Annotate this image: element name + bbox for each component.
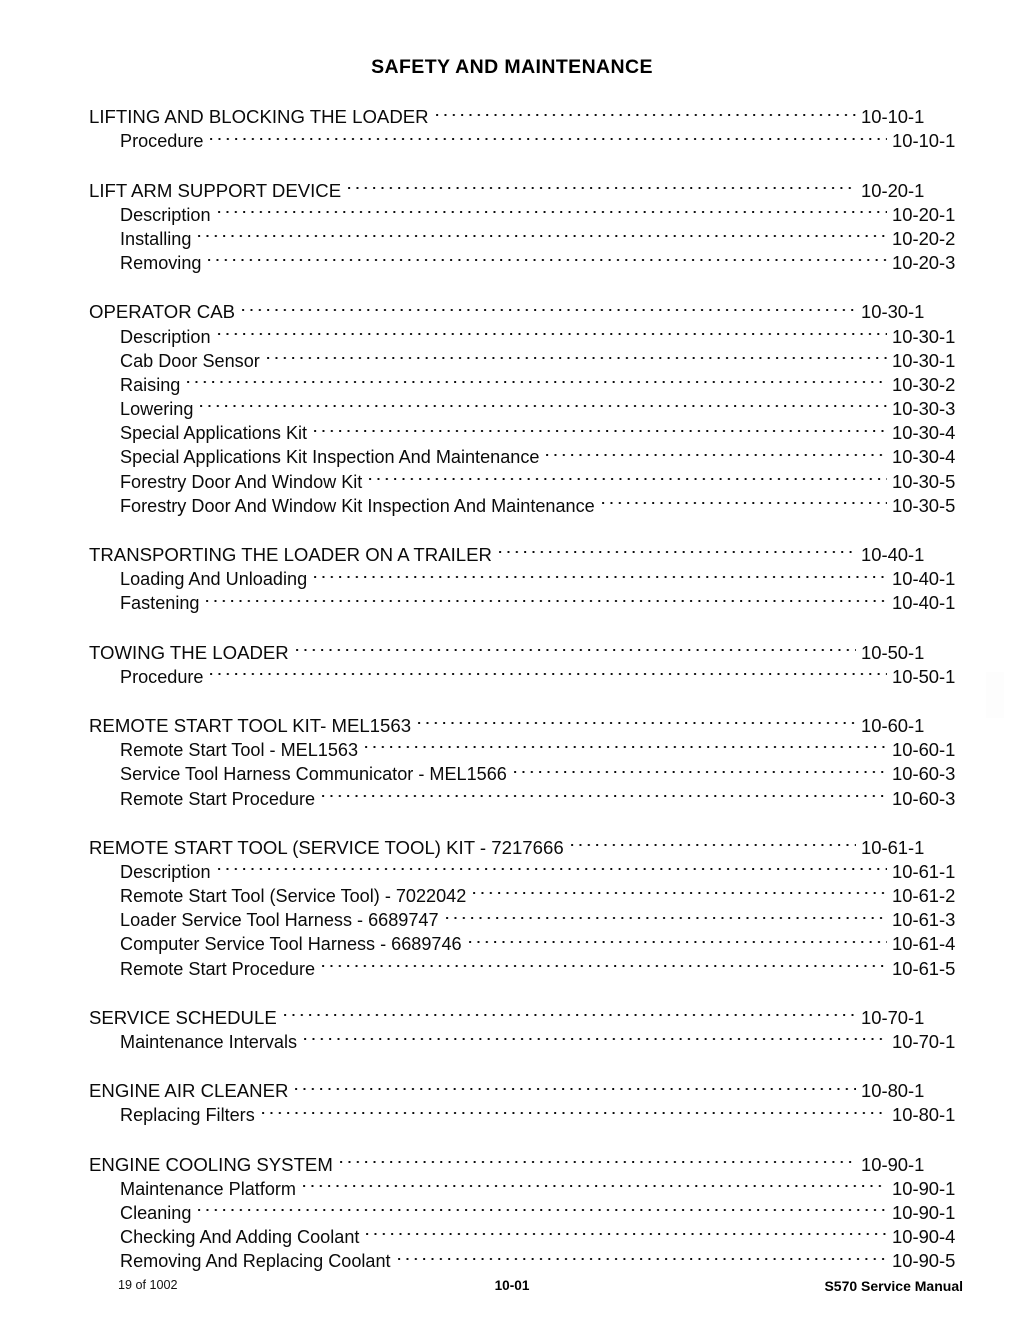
toc-entry-label: Replacing Filters [120,1105,255,1126]
toc-entry-row[interactable] [89,245,968,274]
toc-page-number: 10-90-1 [892,1201,956,1223]
toc-page-number: 10-80-1 [892,1104,956,1126]
dot-leader [348,172,856,196]
dot-leader [436,99,856,123]
toc-heading-row[interactable] [89,1146,937,1175]
dot-leader [473,878,887,902]
toc-heading-row[interactable] [89,708,937,736]
toc-section [89,294,956,516]
toc-page-number: 10-61-3 [892,909,956,931]
dot-leader [262,1097,887,1121]
toc-section [89,830,956,979]
toc-page-number: 10-20-2 [892,227,956,249]
toc-entry-label: Remote Start Tool - MEL1563 [120,740,359,761]
toc-page-number: 10-30-1 [892,349,956,371]
toc-heading-row[interactable] [89,1000,937,1028]
dot-leader [322,950,887,974]
dot-leader [187,367,887,391]
dot-leader [365,732,887,756]
toc-page-number: 10-30-4 [892,446,956,468]
dot-leader [198,221,887,245]
dot-leader [571,830,856,854]
toc-section [89,537,956,614]
toc-entry-label: Description [120,861,211,882]
dot-leader [198,1195,887,1219]
dot-leader [218,854,887,878]
toc-heading-row[interactable] [89,830,937,858]
toc-heading-label: SERVICE SCHEDULE [89,1006,277,1028]
toc-heading-row[interactable] [89,172,937,201]
footer-page-counter: 19 of 1002 [118,1278,178,1292]
toc-heading-label: ENGINE COOLING SYSTEM [89,1153,333,1175]
dot-leader [514,756,887,780]
toc-entry-row[interactable] [89,367,968,395]
toc-heading-row[interactable] [89,634,937,663]
toc-heading-label: LIFT ARM SUPPORT DEVICE [89,179,342,201]
dot-leader [210,123,887,147]
toc-section [89,1146,956,1272]
dot-leader [499,537,856,561]
toc-heading-row[interactable] [89,294,937,323]
toc-entry-label: Procedure [120,666,204,687]
toc-entry-label: Maintenance Platform [120,1178,296,1199]
toc-page-number: 10-90-1 [861,1153,925,1175]
toc-page-number: 10-60-3 [892,763,956,785]
dot-leader [322,780,887,804]
toc-section [89,99,956,152]
scan-artifact [986,672,1004,718]
toc-heading-label: ENGINE AIR CLEANER [89,1080,289,1102]
toc-section [89,634,956,687]
toc-heading-label: REMOTE START TOOL (SERVICE TOOL) KIT - 7217666 [89,836,564,858]
toc-entry-row[interactable] [89,415,968,444]
dot-leader [200,391,887,415]
toc-entry-label: Installing [120,228,192,249]
toc-heading-label: OPERATOR CAB [89,301,236,323]
toc-entry-row[interactable] [89,123,968,152]
dot-leader [314,415,887,439]
toc-entry-label: Loader Service Tool Harness - 6689747 [120,910,439,931]
toc-entry-label: Forestry Door And Window Kit Inspection And Maintenance [120,495,595,516]
toc-entry-label: Removing And Replacing Coolant [120,1251,391,1272]
toc-page-number: 10-60-1 [861,714,925,736]
toc-page-number: 10-30-4 [892,422,956,444]
toc-page-number: 10-61-5 [892,957,956,979]
dot-leader [295,1073,856,1097]
toc-entry-row[interactable] [89,1219,968,1248]
toc-page-number: 10-90-5 [892,1250,956,1272]
toc-page-number: 10-40-1 [861,544,925,565]
toc-page-number: 10-30-1 [892,325,956,347]
dot-leader [314,561,887,585]
toc-page-number: 10-70-1 [892,1031,956,1052]
page-title: SAFETY AND MAINTENANCE [371,56,653,78]
dot-leader [267,343,887,367]
toc-page-number: 10-30-1 [861,301,925,323]
toc-entry-row[interactable] [89,221,968,249]
toc-entry-label: Lowering [120,399,194,420]
toc-heading-label: LIFTING AND BLOCKING THE LOADER [89,106,429,128]
toc-entry-label: Remote Start Procedure [120,788,316,809]
toc-entry-label: Maintenance Intervals [120,1032,298,1052]
toc-page-number: 10-10-1 [861,106,925,128]
toc-page-number: 10-61-1 [861,836,925,858]
dot-leader [242,294,856,318]
toc-page-number: 10-30-3 [892,398,956,420]
toc-page-number: 10-20-1 [892,203,956,225]
toc-entry-row[interactable] [89,391,968,420]
table-of-contents [89,99,956,1272]
toc-page-number: 10-20-3 [892,252,956,274]
toc-entry-label: Computer Service Tool Harness - 6689746 [120,934,462,955]
dot-leader [304,1024,887,1048]
toc-entry-label: Cab Door Sensor [120,350,260,371]
dot-leader [469,926,887,950]
toc-page-number: 10-60-3 [892,787,956,809]
toc-section [89,1000,956,1052]
toc-entry-label: Raising [120,374,181,395]
toc-section [89,1073,956,1126]
toc-page-number: 10-90-4 [892,1226,956,1248]
footer-manual-name: S570 Service Manual [824,1278,963,1294]
toc-entry-label: Fastening [120,593,200,614]
toc-heading-row[interactable] [89,99,937,128]
toc-entry-label: Special Applications Kit [120,423,308,444]
dot-leader [284,1000,856,1024]
toc-entry-row[interactable] [89,318,968,347]
toc-page-number: 10-61-4 [892,933,956,955]
dot-leader [218,197,887,221]
footer-section-number: 10-01 [494,1278,530,1293]
toc-page-number: 10-40-1 [892,568,956,590]
toc-section [89,708,956,809]
toc-entry-label: Special Applications Kit Inspection And Maintenance [120,447,540,468]
toc-entry-label: Procedure [120,131,204,152]
dot-leader [208,245,887,269]
toc-page-number: 10-61-2 [892,885,956,907]
dot-leader [546,439,887,463]
toc-entry-row[interactable] [89,659,968,687]
toc-page-number: 10-30-5 [892,494,956,516]
dot-leader [418,708,856,732]
dot-leader [206,585,887,609]
dot-leader [369,463,887,487]
toc-page-number: 10-20-1 [861,179,925,201]
toc-heading-label: TRANSPORTING THE LOADER ON A TRAILER [89,544,492,565]
toc-page-number: 10-30-2 [892,373,956,395]
toc-page-number: 10-40-1 [892,592,956,614]
toc-entry-label: Remote Start Tool (Service Tool) - 7022042 [120,886,467,907]
dot-leader [602,488,887,512]
toc-page-number: 10-80-1 [861,1080,925,1102]
toc-page-number: 10-50-1 [892,665,956,687]
toc-entry-label: Cleaning [120,1202,192,1223]
dot-leader [210,659,887,683]
toc-entry-row[interactable] [89,1195,968,1223]
toc-section [89,172,956,274]
toc-page-number: 10-30-5 [892,470,956,492]
toc-entry-label: Remote Start Procedure [120,958,316,979]
toc-entry-label: Forestry Door And Window Kit [120,471,363,492]
toc-entry-label: Description [120,326,211,347]
toc-heading-row[interactable] [89,537,937,565]
toc-entry-row[interactable] [89,878,968,907]
toc-entry-row[interactable] [89,585,968,614]
toc-page-number: 10-90-1 [892,1177,956,1199]
toc-entry-label: Service Tool Harness Communicator - MEL1566 [120,764,507,785]
toc-entry-row[interactable] [89,343,968,371]
toc-entry-row[interactable] [89,197,968,225]
dot-leader [340,1146,856,1170]
toc-heading-label: REMOTE START TOOL KIT- MEL1563 [89,714,412,736]
dot-leader [446,902,887,926]
toc-entry-row[interactable] [89,854,968,882]
toc-entry-label: Checking And Adding Coolant [120,1227,360,1248]
dot-leader [398,1243,887,1267]
toc-entry-label: Removing [120,253,202,274]
dot-leader [303,1171,887,1195]
toc-heading-row[interactable] [89,1073,937,1102]
toc-heading-label: TOWING THE LOADER [89,641,289,663]
toc-page-number: 10-60-1 [892,739,956,761]
toc-page-number: 10-50-1 [861,641,925,663]
toc-page-number: 10-70-1 [861,1006,925,1028]
toc-page-number: 10-10-1 [892,130,956,152]
toc-page-number: 10-61-1 [892,860,956,882]
toc-entry-label: Description [120,204,211,225]
page-footer [0,1278,1024,1302]
toc-entry-label: Loading And Unloading [120,569,308,590]
dot-leader [218,318,887,342]
dot-leader [366,1219,887,1243]
dot-leader [296,634,856,658]
